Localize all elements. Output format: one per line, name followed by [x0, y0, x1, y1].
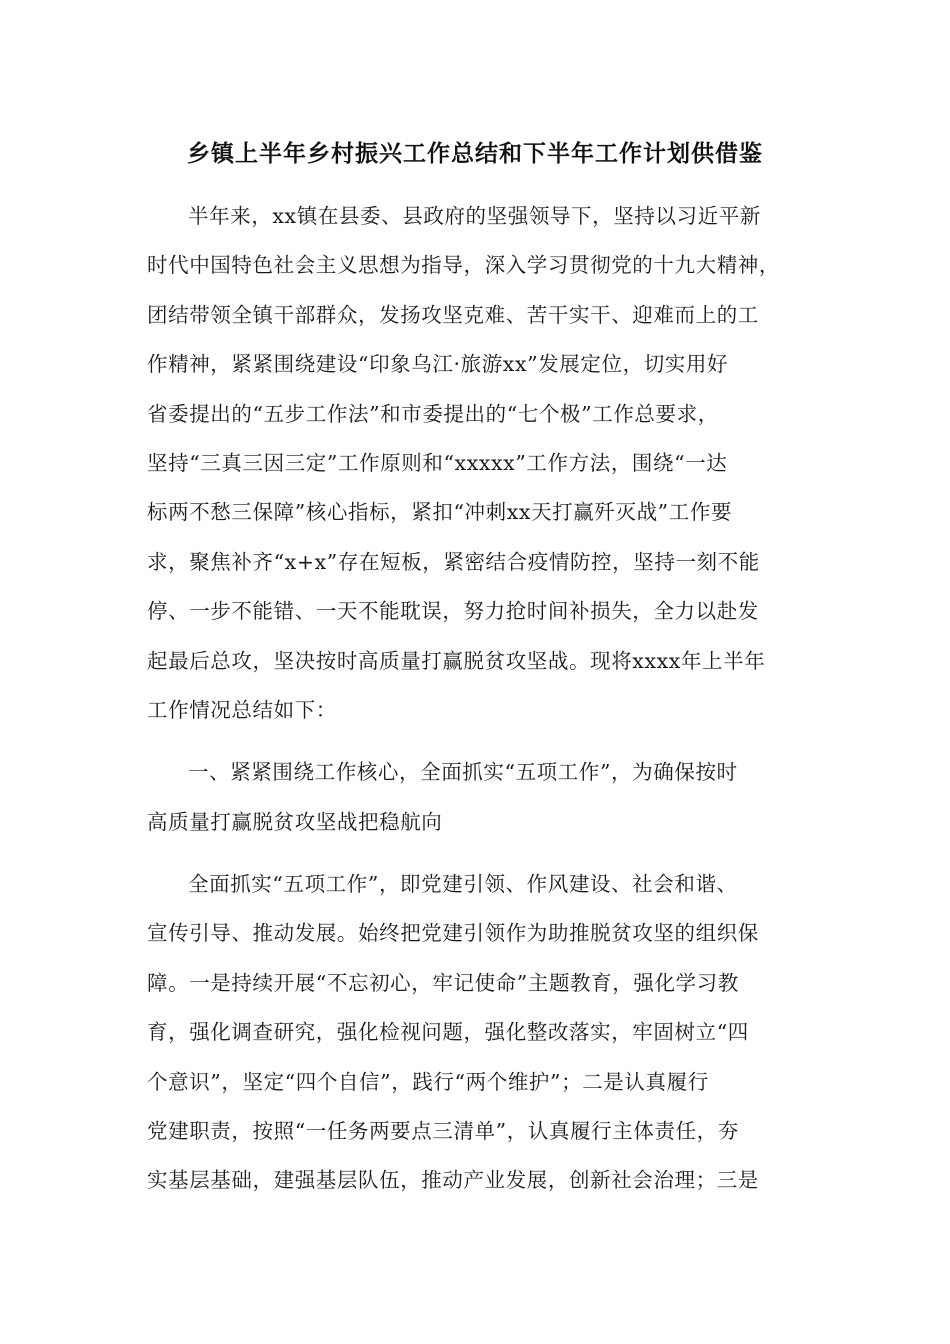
paragraph-line: 半年来，xx镇在县委、县政府的坚强领导下，坚持以习近平新 — [188, 204, 761, 228]
heading-line: 一、紧紧围绕工作核心，全面抓实“五项工作”，为确保按时 — [188, 760, 738, 784]
paragraph-line: 个意识”，坚定“四个自信”，践行“两个维护”；二是认真履行 — [147, 1070, 709, 1094]
paragraph-line: 求，聚焦补齐“x+x”存在短板，紧密结合疫情防控，坚持一刻不能 — [147, 550, 760, 574]
paragraph-line: 标两不愁三保障”核心指标，紧扣“冲刺xx天打赢歼灭战”工作要 — [147, 500, 733, 524]
paragraph-line: 停、一步不能错、一天不能耽误，努力抢时间补损失，全力以赴发 — [147, 599, 759, 623]
paragraph-line: 作精神，紧紧围绕建设“印象乌江·旅游xx”发展定位，切实用好 — [147, 352, 729, 376]
paragraph-line: 实基层基础，建强基层队伍，推动产业发展，创新社会治理；三是 — [147, 1168, 759, 1192]
paragraph-line: 起最后总攻，坚决按时高质量打赢脱贫攻坚战。现将xxxx年上半年 — [147, 649, 766, 673]
paragraph-line: 育，强化调查研究，强化检视问题，强化整改落实，牢固树立“四 — [147, 1020, 749, 1044]
paragraph-line: 省委提出的“五步工作法”和市委提出的“七个极”工作总要求， — [147, 402, 719, 426]
heading-line: 高质量打赢脱贫攻坚战把稳航向 — [147, 810, 443, 834]
paragraph-line: 时代中国特色社会主义思想为指导，深入学习贯彻党的十九大精神， — [147, 253, 780, 277]
document-title: 乡镇上半年乡村振兴工作总结和下半年工作计划供借鉴 — [187, 141, 763, 167]
paragraph-line: 障。一是持续开展“不忘初心，牢记使命”主题教育，强化学习教 — [147, 971, 739, 995]
paragraph-line: 党建职责，按照“一任务两要点三清单”，认真履行主体责任，夯 — [147, 1119, 739, 1143]
paragraph-line: 坚持“三真三因三定”工作原则和“xxxxx”工作方法，围绕“一达 — [147, 451, 728, 475]
paragraph-line: 宣传引导、推动发展。始终把党建引领作为助推脱贫攻坚的组织保 — [147, 921, 759, 945]
paragraph-line: 工作情况总结如下： — [147, 698, 337, 722]
paragraph-line: 团结带领全镇干部群众，发扬攻坚克难、苦干实干、迎难而上的工 — [147, 303, 759, 327]
paragraph-line: 全面抓实“五项工作”，即党建引领、作风建设、社会和谐、 — [188, 872, 738, 896]
